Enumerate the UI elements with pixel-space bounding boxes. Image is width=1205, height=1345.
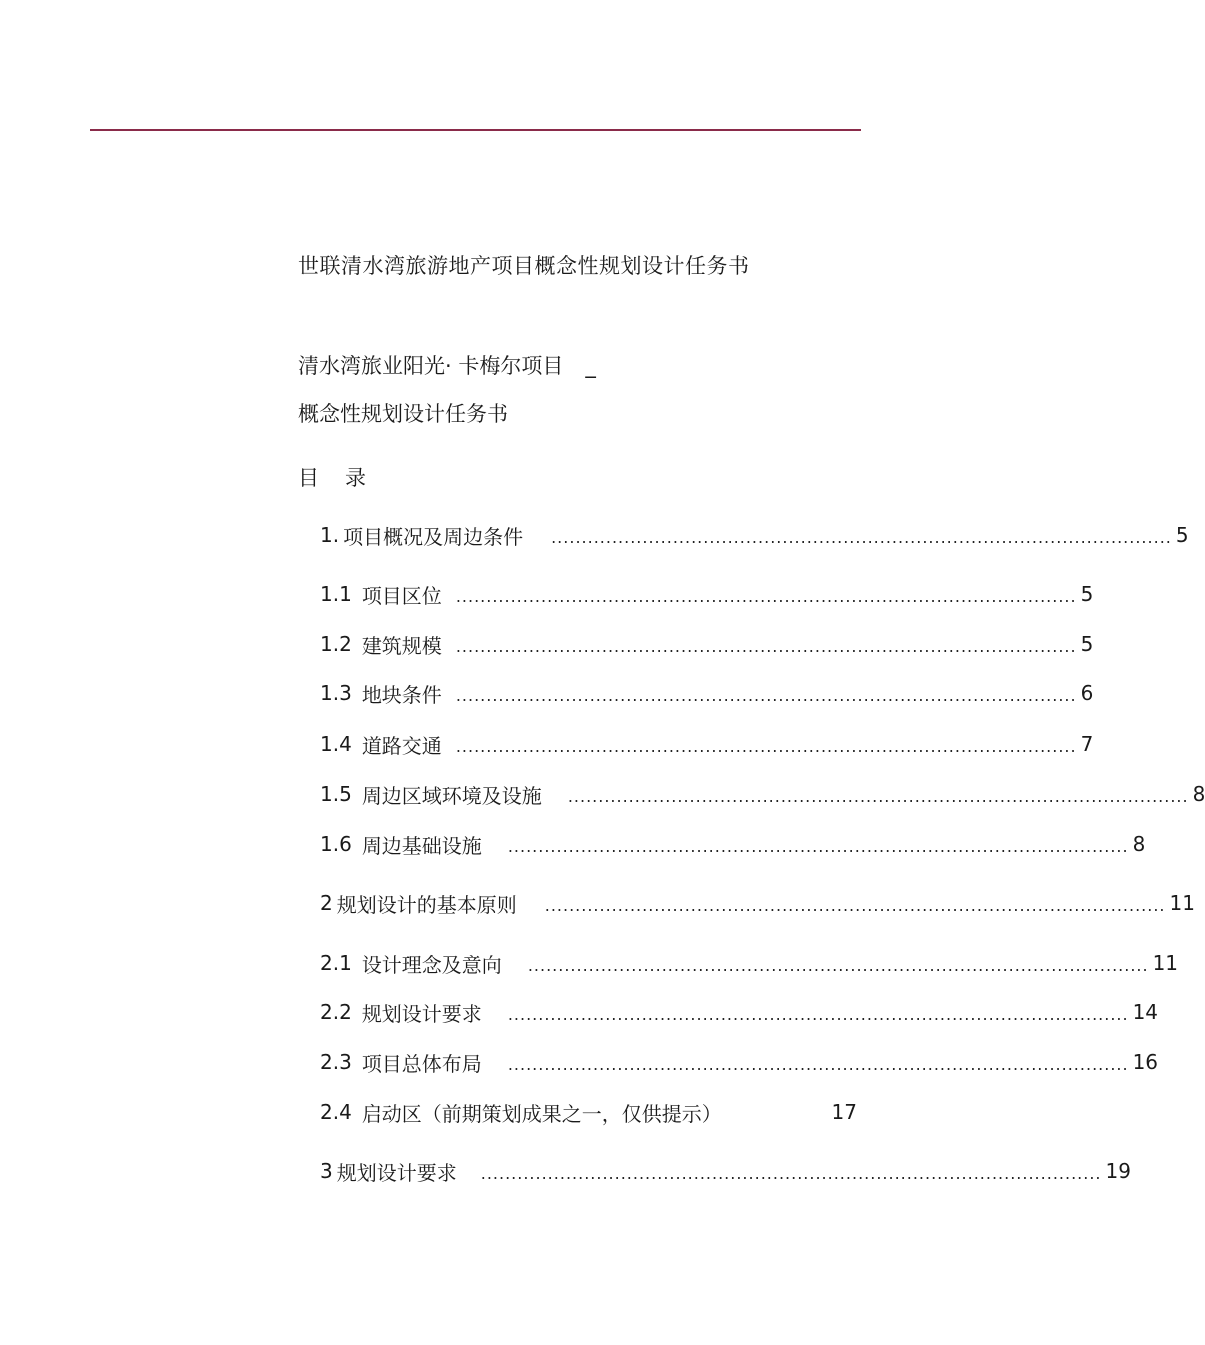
toc-entry-page: 7 xyxy=(1080,732,1094,756)
toc-entry-number: 1.6 xyxy=(320,832,352,856)
toc-dot-leader: ...................................................................................................... xyxy=(507,1054,1129,1074)
project-name-mark: _ xyxy=(585,354,596,378)
toc-entry-page: 14 xyxy=(1132,1000,1159,1024)
toc-entry-number: 2.4 xyxy=(320,1100,352,1124)
toc-entry-label: 周边区域环境及设施 xyxy=(361,783,542,808)
toc-entry-label: 设计理念及意向 xyxy=(361,952,502,977)
toc-entry-1-1[interactable] xyxy=(320,580,1094,608)
toc-entry-label: 建筑规模 xyxy=(361,633,442,658)
toc-entry-label: 启动区（前期策划成果之一，仅供提示） xyxy=(361,1101,722,1126)
toc-entry-label: 规划设计要求 xyxy=(361,1001,482,1026)
toc-entry-label: 规划设计要求 xyxy=(336,1160,457,1185)
toc-entry-2-3[interactable] xyxy=(320,1048,1159,1076)
toc-entry-number: 2 xyxy=(320,891,333,915)
toc-entry-label: 规划设计的基本原则 xyxy=(336,892,517,917)
toc-entry-label: 项目区位 xyxy=(361,583,442,608)
toc-entry-1-4[interactable] xyxy=(320,730,1094,758)
toc-entry-page: 11 xyxy=(1152,951,1179,975)
toc-entry-page: 6 xyxy=(1080,681,1094,705)
toc-heading-right: 录 xyxy=(345,466,366,490)
toc-entry-label: 周边基础设施 xyxy=(361,833,482,858)
toc-entry-2-4[interactable] xyxy=(320,1098,857,1126)
toc-dot-leader: ...................................................................................................... xyxy=(507,1004,1129,1024)
toc-entry-number: 1.3 xyxy=(320,681,352,705)
header-rule xyxy=(90,129,861,131)
toc-dot-leader: ...................................................................................................... xyxy=(551,527,1172,547)
toc-entry-number: 1.1 xyxy=(320,582,352,606)
toc-entry-page: 19 xyxy=(1105,1159,1131,1183)
toc-entry-label: 道路交通 xyxy=(361,733,442,758)
project-name-text: 清水湾旅业阳光· 卡梅尔项目 xyxy=(298,354,564,378)
toc-entry-1[interactable] xyxy=(320,521,1189,549)
toc-entry-number: 1.4 xyxy=(320,732,352,756)
toc-heading xyxy=(298,462,366,492)
toc-dot-leader: ...................................................................................................... xyxy=(455,586,1077,606)
toc-entry-number: 1.2 xyxy=(320,632,352,656)
toc-dot-leader: ...................................................................................................... xyxy=(455,636,1077,656)
project-name xyxy=(298,350,596,380)
toc-entry-1-5[interactable] xyxy=(320,780,1205,808)
toc-dot-leader: ...................................................................................................... xyxy=(455,736,1077,756)
toc-entry-page: 5 xyxy=(1175,523,1189,547)
toc-entry-label: 地块条件 xyxy=(361,682,442,707)
document-title: 世联清水湾旅游地产项目概念性规划设计任务书 xyxy=(298,254,750,278)
toc-entry-1-2[interactable] xyxy=(320,630,1094,658)
toc-dot-leader: ...................................................................................................... xyxy=(507,836,1129,856)
toc-entry-3[interactable] xyxy=(320,1157,1131,1185)
toc-entry-number: 1. xyxy=(320,523,340,547)
toc-heading-left: 目 xyxy=(298,466,319,490)
toc-entry-number: 2.1 xyxy=(320,951,352,975)
toc-dot-leader: ...................................................................................................... xyxy=(544,895,1166,915)
toc-entry-page: 17 xyxy=(831,1100,857,1124)
toc-entry-page: 5 xyxy=(1080,632,1094,656)
toc-entry-page: 8 xyxy=(1132,832,1146,856)
toc-dot-leader: ...................................................................................................... xyxy=(567,786,1189,806)
document-subtitle: 概念性规划设计任务书 xyxy=(298,402,508,426)
toc-entry-page: 16 xyxy=(1132,1050,1159,1074)
toc-entry-2-2[interactable] xyxy=(320,998,1159,1026)
toc-entry-number: 2.3 xyxy=(320,1050,352,1074)
toc-dot-leader: ...................................................................................................... xyxy=(480,1163,1102,1183)
toc-entry-label: 项目总体布局 xyxy=(361,1051,482,1076)
toc-entry-label: 项目概况及周边条件 xyxy=(343,524,524,549)
toc-entry-page: 11 xyxy=(1169,891,1195,915)
toc-dot-leader: ...................................................................................................... xyxy=(455,685,1077,705)
toc-entry-page: 5 xyxy=(1080,582,1094,606)
toc-entry-2[interactable] xyxy=(320,889,1195,917)
toc-entry-1-6[interactable] xyxy=(320,830,1146,858)
toc-entry-1-3[interactable] xyxy=(320,679,1094,707)
toc-entry-number: 1.5 xyxy=(320,782,352,806)
toc-entry-page: 8 xyxy=(1192,782,1205,806)
toc-entry-number: 3 xyxy=(320,1159,333,1183)
toc-dot-leader: ...................................................................................................... xyxy=(527,955,1149,975)
toc-entry-number: 2.2 xyxy=(320,1000,352,1024)
toc-entry-2-1[interactable] xyxy=(320,949,1179,977)
